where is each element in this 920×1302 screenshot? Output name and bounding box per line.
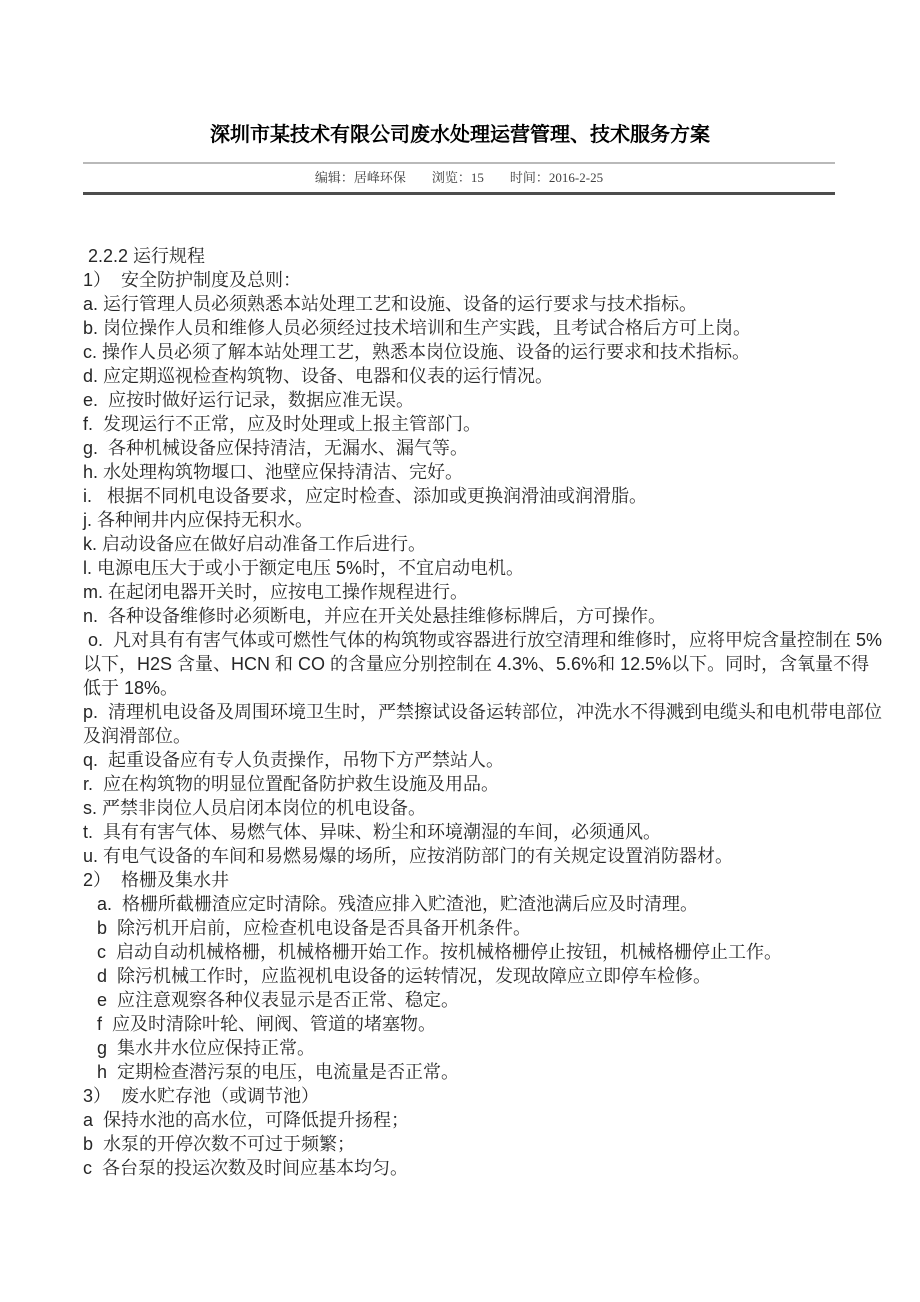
- paragraph: t. 具有有害气体、易燃气体、异味、粉尘和环境潮湿的车间，必须通风。: [83, 822, 662, 842]
- paragraph: h. 水处理构筑物堰口、池壁应保持清洁、完好。: [83, 462, 464, 482]
- paragraph: m. 在起闭电器开关时，应按电工操作规程进行。: [83, 582, 468, 602]
- paragraph: l. 电源电压大于或小于额定电压 5%时，不宜启动电机。: [83, 558, 525, 578]
- paragraph: c 启动自动机械格栅，机械格栅开始工作。按机械格栅停止按钮，机械格栅停止工作。: [97, 942, 782, 962]
- paragraph: 2.2.2 运行规程: [83, 246, 206, 266]
- paragraph: e. 应按时做好运行记录，数据应准无误。: [83, 390, 415, 410]
- paragraph: p. 清理机电设备及周围环境卫生时，严禁擦试设备运转部位，冲洗水不得溅到电缆头和电机带电部位及润滑部位。: [83, 702, 883, 746]
- meta-views: 浏览：15: [431, 170, 484, 185]
- paragraph: j. 各种闸井内应保持无积水。: [83, 510, 313, 530]
- paragraph: n. 各种设备维修时必须断电，并应在开关处悬挂维修标牌后，方可操作。: [83, 606, 667, 626]
- page-title: 深圳市某技术有限公司废水处理运营管理、技术服务方案: [210, 124, 710, 146]
- meta-editor: 编辑：居峰环保: [314, 170, 406, 185]
- meta-time: 时间：2016-2-25: [509, 170, 604, 185]
- paragraph: r. 应在构筑物的明显位置配备防护救生设施及用品。: [83, 774, 500, 794]
- document-body: [83, 244, 883, 1180]
- paragraph: f. 发现运行不正常，应及时处理或上报主管部门。: [83, 414, 482, 434]
- paragraph: 2） 格栅及集水井: [83, 870, 230, 890]
- paragraph: c. 操作人员必须了解本站处理工艺，熟悉本岗位设施、设备的运行要求和技术指标。: [83, 342, 750, 362]
- paragraph: 1） 安全防护制度及总则：: [83, 270, 302, 290]
- paragraph: h 定期检查潜污泵的电压，电流量是否正常。: [97, 1062, 460, 1082]
- paragraph: b 除污机开启前，应检查机电设备是否具备开机条件。: [97, 918, 532, 938]
- paragraph: q. 起重设备应有专人负责操作，吊物下方严禁站人。: [83, 750, 505, 770]
- header-divider-bottom: [83, 192, 835, 195]
- paragraph: k. 启动设备应在做好启动准备工作后进行。: [83, 534, 427, 554]
- paragraph: o. 凡对具有有害气体或可燃性气体的构筑物或容器进行放空清理和维修时，应将甲烷含量控制在 5%以下，H2S 含量、HCN 和 CO 的含量应分别控制在 4.3%、5.6%和 12.5%以下。同时，含氧量不得低于 18%。: [83, 630, 883, 698]
- paragraph: e 应注意观察各种仪表显示是否正常、稳定。: [97, 990, 460, 1010]
- paragraph: b. 岗位操作人员和维修人员必须经过技术培训和生产实践，且考试合格后方可上岗。: [83, 318, 752, 338]
- paragraph: d. 应定期巡视检查构筑物、设备、电器和仪表的运行情况。: [83, 366, 554, 386]
- paragraph: i. 根据不同机电设备要求，应定时检查、添加或更换润滑油或润滑脂。: [83, 486, 647, 506]
- paragraph: b 水泵的开停次数不可过于频繁；: [83, 1134, 356, 1154]
- paragraph: u. 有电气设备的车间和易燃易爆的场所，应按消防部门的有关规定设置消防器材。: [83, 846, 734, 866]
- paragraph: 3） 废水贮存池（或调节池）: [83, 1086, 320, 1106]
- paragraph: a. 运行管理人员必须熟悉本站处理工艺和设施、设备的运行要求与技术指标。: [83, 294, 698, 314]
- paragraph: c 各台泵的投运次数及时间应基本均匀。: [83, 1158, 409, 1178]
- header-divider-top: [83, 162, 835, 164]
- paragraph: f 应及时清除叶轮、闸阀、管道的堵塞物。: [97, 1014, 437, 1034]
- paragraph: g. 各种机械设备应保持清洁，无漏水、漏气等。: [83, 438, 469, 458]
- meta-row: [83, 169, 835, 187]
- paragraph: d 除污机械工作时，应监视机电设备的运转情况，发现故障应立即停车检修。: [97, 966, 712, 986]
- paragraph: g 集水井水位应保持正常。: [97, 1038, 316, 1058]
- paragraph: a. 格栅所截栅渣应定时清除。残渣应排入贮渣池，贮渣池满后应及时清理。: [97, 894, 699, 914]
- paragraph: a 保持水池的高水位，可降低提升扬程；: [83, 1110, 410, 1130]
- paragraph: s. 严禁非岗位人员启闭本岗位的机电设备。: [83, 798, 427, 818]
